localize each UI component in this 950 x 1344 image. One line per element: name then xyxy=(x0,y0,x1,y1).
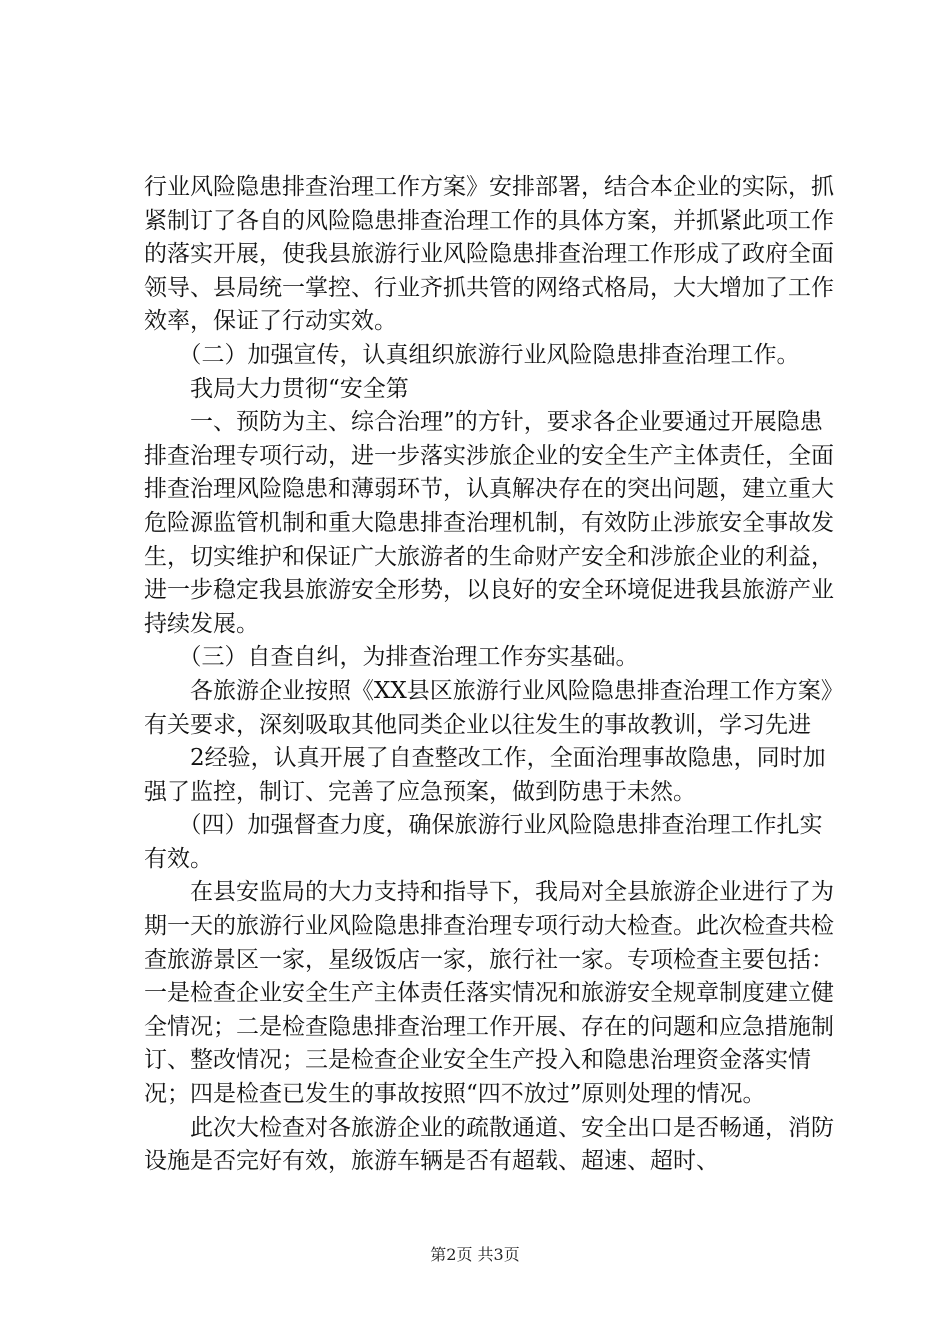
paragraph-10: 此次大检查对各旅游企业的疏散通道、安全出口是否畅通，消防设施是否完好有效，旅游车辆是否有超载、超速、超时、 xyxy=(144,1114,834,1175)
page-footer xyxy=(0,1245,950,1265)
paragraph-4: 一、预防为主、综合治理”的方针，要求各企业要通过开展隐患排查治理专项行动，进一步落实涉旅企业的安全生产主体责任，全面排查治理风险隐患和薄弱环节，认真解决存在的突出问题，建立重大危险源监管机制和重大隐患排查治理机制，有效防止涉旅安全事故发生，切实维护和保证广大旅游者的生命财产安全和涉旅企业的利益，进一步稳定我县旅游安全形势，以良好的安全环境促进我县旅游产业持续发展。 xyxy=(144,409,834,637)
paragraph-8: （四）加强督查力度，确保旅游行业风险隐患排查治理工作扎实有效。 xyxy=(144,812,823,872)
paragraph-2: （二）加强宣传，认真组织旅游行业风险隐患排查治理工作。 xyxy=(144,341,800,368)
paragraph-6: 各旅游企业按照《XX县区旅游行业风险隐患排查治理工作方案》有关要求，深刻吸取其他同类企业以往发生的事故教训，学习先进 xyxy=(144,677,833,738)
paragraph-5: （三）自查自纠，为排查治理工作夯实基础。 xyxy=(144,644,639,671)
paragraph-7: 2经验，认真开展了自查整改工作，全面治理事故隐患，同时加强了监控，制订、完善了应急预案，做到防患于未然。 xyxy=(144,745,826,805)
paragraph-1: 行业风险隐患排查治理工作方案》安排部署，结合本企业的实际，抓紧制订了各自的风险隐患排查治理工作的具体方案，并抓紧此项工作的落实开展，使我县旅游行业风险隐患排查治理工作形成了政府全面领导、县局统一掌控、行业齐抓共管的网络式格局，大大增加了工作效率，保证了行动实效。 xyxy=(144,174,834,335)
page-number-label: 第2页 共3页 xyxy=(430,1245,520,1264)
paragraph-3: 我局大力贯彻“安全第 xyxy=(144,375,409,402)
document-body xyxy=(144,171,834,1179)
paragraph-9: 在县安监局的大力支持和指导下，我局对全县旅游企业进行了为期一天的旅游行业风险隐患排查治理专项行动大检查。此次检查共检查旅游景区一家，星级饭店一家，旅行社一家。专项检查主要包括：一是检查企业安全生产主体责任落实情况和旅游安全规章制度建立健全情况；二是检查隐患排查治理工作开展、存在的问题和应急措施制订、整改情况；三是检查企业安全生产投入和隐患治理资金落实情况；四是检查已发生的事故按照“四不放过”原则处理的情况。 xyxy=(144,879,834,1108)
